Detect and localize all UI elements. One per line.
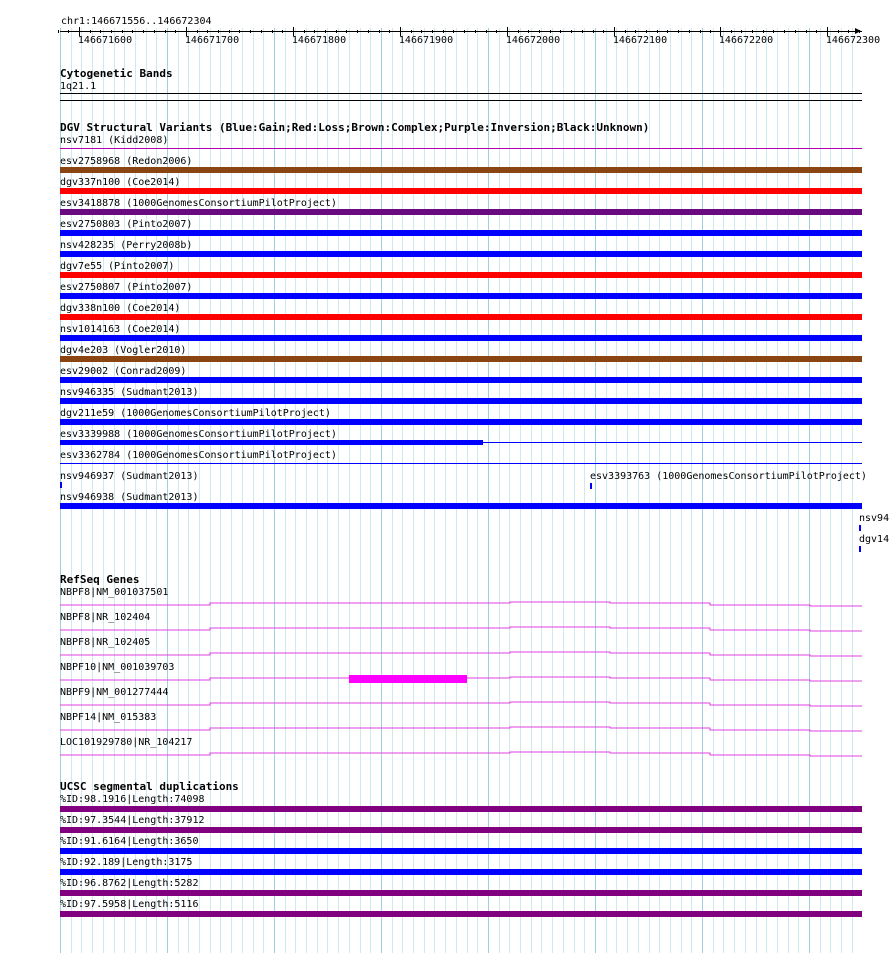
dgv-feature-label[interactable]: esv2758968 (Redon2006) (60, 156, 193, 167)
refseq-gene-label[interactable]: NBPF8|NM_001037501 (60, 587, 169, 598)
refseq-gene-label[interactable]: NBPF8|NR_102405 (60, 637, 151, 648)
ruler-position-label: chr1:146671556..146672304 (61, 16, 212, 27)
refseq-transcript-line[interactable] (60, 602, 862, 606)
ruler-tick-label: 146671600 (77, 35, 133, 46)
dgv-feature-label[interactable]: esv3393763 (1000GenomesConsortiumPilotProject) (590, 471, 867, 482)
segdup-label[interactable]: %ID:98.1916|Length:74098 (60, 794, 205, 805)
ruler-tick-label: 146672300 (825, 35, 881, 46)
segdup-label[interactable]: %ID:97.5958|Length:5116 (60, 899, 199, 910)
cytoband-track-title: Cytogenetic Bands (60, 67, 173, 80)
refseq-transcript-line[interactable] (60, 752, 862, 756)
dgv-feature-label[interactable]: nsv428235 (Perry2008b) (60, 240, 193, 251)
ruler-tick-label: 146671800 (291, 35, 347, 46)
ruler-tick-label: 146672100 (612, 35, 668, 46)
dgv-feature-label[interactable]: esv29002 (Conrad2009) (60, 366, 187, 377)
dgv-feature-label[interactable]: esv3339988 (1000GenomesConsortiumPilotProject) (60, 429, 337, 440)
dgv-feature-label[interactable]: esv3362784 (1000GenomesConsortiumPilotProject) (60, 450, 337, 461)
dgv-feature-label[interactable]: dgv7e55 (Pinto2007) (60, 261, 175, 272)
dgv-feature-label[interactable]: nsv946937 (Sudmant2013) (60, 471, 199, 482)
dgv-track-title: DGV Structural Variants (Blue:Gain;Red:Loss;Brown:Complex;Purple:Inversion;Black:Unknown) (60, 121, 650, 134)
dgv-feature-label[interactable]: esv3418878 (1000GenomesConsortiumPilotProject) (60, 198, 337, 209)
refseq-track-title: RefSeq Genes (60, 573, 140, 586)
dgv-feature-label[interactable]: esv2750803 (Pinto2007) (60, 219, 193, 230)
dgv-feature-label[interactable]: esv2750807 (Pinto2007) (60, 282, 193, 293)
refseq-gene-label[interactable]: NBPF14|NM_015383 (60, 712, 157, 723)
refseq-transcript-line[interactable] (60, 727, 862, 731)
segdup-bar[interactable] (60, 827, 862, 833)
ruler-tick-label: 146672000 (505, 35, 561, 46)
segdup-bar[interactable] (60, 911, 862, 917)
dgv-feature-label[interactable]: dgv4e203 (Vogler2010) (60, 345, 187, 356)
segdup-track-title: UCSC segmental duplications (60, 780, 239, 793)
dgv-feature-label[interactable]: nsv7181 (Kidd2008) (60, 135, 169, 146)
dgv-feature-label[interactable]: nsv946938 (Sudmant2013) (60, 492, 199, 503)
dgv-feature-label[interactable]: nsv1014163 (Coe2014) (60, 324, 181, 335)
dgv-feature-label[interactable]: dgv338n100 (Coe2014) (60, 303, 181, 314)
ruler-tick-label: 146671700 (184, 35, 240, 46)
refseq-gene-label[interactable]: NBPF8|NR_102404 (60, 612, 151, 623)
segdup-bar[interactable] (60, 869, 862, 875)
refseq-gene-label[interactable]: LOC101929780|NR_104217 (60, 737, 193, 748)
segdup-label[interactable]: %ID:92.189|Length:3175 (60, 857, 193, 868)
segdup-bar[interactable] (60, 890, 862, 896)
segdup-bar[interactable] (60, 806, 862, 812)
segdup-label[interactable]: %ID:97.3544|Length:37912 (60, 815, 205, 826)
dgv-feature-label[interactable]: dgv337n100 (Coe2014) (60, 177, 181, 188)
segdup-bar[interactable] (60, 848, 862, 854)
segdup-label[interactable]: %ID:91.6164|Length:3650 (60, 836, 199, 847)
ruler-tick-label: 146672200 (718, 35, 774, 46)
ruler-tick-label: 146671900 (398, 35, 454, 46)
refseq-transcript-line[interactable] (60, 652, 862, 656)
segdup-label[interactable]: %ID:96.8762|Length:5282 (60, 878, 199, 889)
dgv-feature-label[interactable]: nsv946335 (Sudmant2013) (60, 387, 199, 398)
refseq-gene-label[interactable]: NBPF9|NM_001277444 (60, 687, 169, 698)
refseq-exon[interactable] (349, 675, 467, 683)
cytoband-label[interactable]: 1q21.1 (60, 81, 97, 92)
dgv-edge-label[interactable]: nsv94 (859, 513, 890, 524)
dgv-feature-label[interactable]: dgv211e59 (1000GenomesConsortiumPilotProject) (60, 408, 331, 419)
refseq-transcript-line[interactable] (60, 627, 862, 631)
refseq-gene-label[interactable]: NBPF10|NM_001039703 (60, 662, 175, 673)
refseq-transcript-line[interactable] (60, 702, 862, 706)
dgv-edge-label[interactable]: dgv14 (859, 534, 890, 545)
